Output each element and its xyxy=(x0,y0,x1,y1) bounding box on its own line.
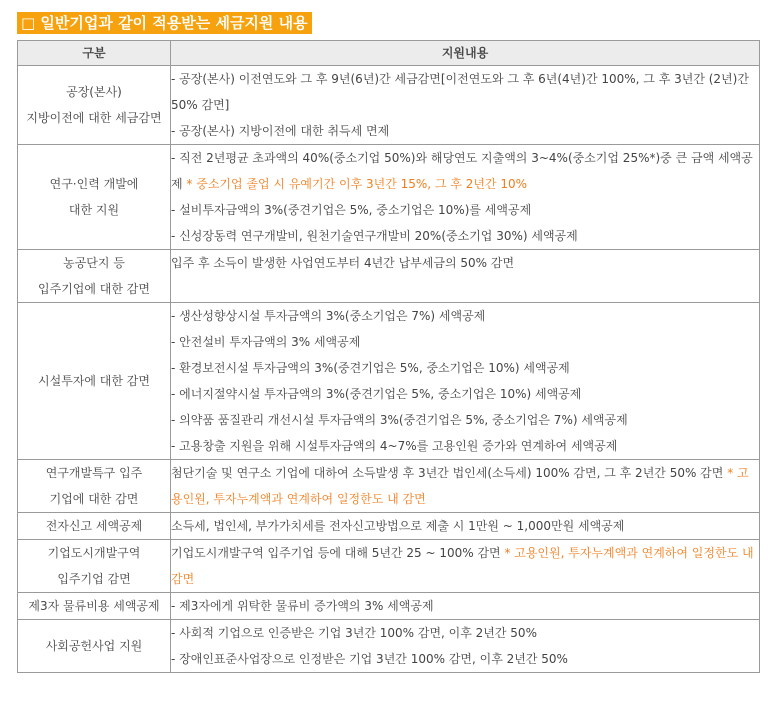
category-cell xyxy=(18,540,171,593)
support-item-text: - 공장(본사) 지방이전에 대한 취득세 면제 xyxy=(171,124,390,138)
table-header-row xyxy=(18,41,760,66)
tax-support-table xyxy=(17,40,760,673)
table-row xyxy=(18,540,760,593)
category-label: 사회공헌사업 지원 xyxy=(45,639,143,653)
support-item xyxy=(171,433,759,459)
support-item xyxy=(171,329,759,355)
category-label: 연구·인력 개발에 xyxy=(49,177,139,191)
support-content-cell xyxy=(171,593,760,620)
support-item-text: - 설비투자금액의 3%(중견기업은 5%, 중소기업은 10%)를 세액공제 xyxy=(171,203,532,217)
support-content-cell xyxy=(171,66,760,145)
support-item xyxy=(171,66,759,118)
support-item xyxy=(171,407,759,433)
category-cell xyxy=(18,460,171,513)
support-item xyxy=(171,381,759,407)
support-content-cell xyxy=(171,145,760,250)
support-item xyxy=(171,513,759,539)
table-body xyxy=(18,66,760,673)
category-cell xyxy=(18,250,171,303)
support-item xyxy=(171,460,759,512)
support-item-text: 기업도시개발구역 입주기업 등에 대해 5년간 25 ~ 100% 감면 xyxy=(171,546,505,560)
category-label: 제3자 물류비용 세액공제 xyxy=(28,599,160,613)
support-item-text: - 제3자에게 위탁한 물류비 증가액의 3% 세액공제 xyxy=(171,599,434,613)
support-item-text: - 환경보전시설 투자금액의 3%(중견기업은 5%, 중소기업은 10%) 세액공제 xyxy=(171,361,570,375)
support-item-text: - 직전 2년평균 초과액의 40%(중소기업 50%)와 해당연도 지출액의 3~4%(중소기업 25%*)중 큰 금액 세액공제 xyxy=(171,151,753,191)
header-category: 구분 xyxy=(18,41,171,66)
support-item xyxy=(171,197,759,223)
category-label: 지방이전에 대한 세금감면 xyxy=(26,111,162,125)
category-label: 기업도시개발구역 xyxy=(47,546,141,560)
support-content-cell xyxy=(171,460,760,513)
category-label: 입주기업 감면 xyxy=(57,572,131,586)
support-item xyxy=(171,118,759,144)
category-label: 시설투자에 대한 감면 xyxy=(38,374,150,388)
support-item-note: * 중소기업 졸업 시 유예기간 이후 3년간 15%, 그 후 2년간 10% xyxy=(186,177,528,191)
support-item xyxy=(171,540,759,592)
category-cell xyxy=(18,145,171,250)
header-support-content: 지원내용 xyxy=(171,41,760,66)
support-item xyxy=(171,620,759,646)
category-cell xyxy=(18,66,171,145)
support-item xyxy=(171,223,759,249)
support-item-text: 소득세, 법인세, 부가가치세를 전자신고방법으로 제출 시 1만원 ~ 1,000만원 세액공제 xyxy=(171,519,625,533)
support-item-text: - 에너지절약시설 투자금액의 3%(중견기업은 5%, 중소기업은 10%) 세액공제 xyxy=(171,387,582,401)
support-item xyxy=(171,145,759,197)
category-label: 연구개발특구 입주 xyxy=(45,466,143,480)
support-item xyxy=(171,593,759,619)
table-row xyxy=(18,250,760,303)
support-content-cell xyxy=(171,303,760,460)
table-row xyxy=(18,513,760,540)
table-row xyxy=(18,66,760,145)
support-content-cell xyxy=(171,250,760,303)
support-item-text: - 사회적 기업으로 인증받은 기업 3년간 100% 감면, 이후 2년간 50% xyxy=(171,626,537,640)
category-label: 기업에 대한 감면 xyxy=(49,492,139,506)
category-cell xyxy=(18,620,171,673)
table-row xyxy=(18,593,760,620)
support-item-text: - 공장(본사) 이전연도와 그 후 9년(6년)간 세금감면[이전연도와 그 후 6년(4년)간 100%, 그 후 3년간 (2년)간 50% 감면] xyxy=(171,72,749,112)
support-item xyxy=(171,646,759,672)
category-label: 농공단지 등 xyxy=(63,256,125,270)
category-cell xyxy=(18,303,171,460)
section-heading: □ 일반기업과 같이 적용받는 세금지원 내용 xyxy=(17,12,312,34)
support-item-text: - 고용창출 지원을 위해 시설투자금액의 4~7%를 고용인원 증가와 연계하여 세액공제 xyxy=(171,439,618,453)
support-item-note: * 고용인원, 투자누계액과 연계하여 일정한도 내 감면 xyxy=(171,546,754,586)
support-content-cell xyxy=(171,540,760,593)
category-label: 입주기업에 대한 감면 xyxy=(38,282,150,296)
table-row xyxy=(18,460,760,513)
table-row xyxy=(18,303,760,460)
support-item-text: - 안전설비 투자금액의 3% 세액공제 xyxy=(171,335,361,349)
support-item-text: - 장애인표준사업장으로 인정받은 기업 3년간 100% 감면, 이후 2년간 50% xyxy=(171,652,568,666)
category-label: 전자신고 세액공제 xyxy=(45,519,143,533)
support-item xyxy=(171,303,759,329)
category-cell xyxy=(18,513,171,540)
support-item xyxy=(171,250,759,276)
table-row xyxy=(18,620,760,673)
support-item xyxy=(171,355,759,381)
support-item-text: - 의약품 품질관리 개선시설 투자금액의 3%(중견기업은 5%, 중소기업은 7%) 세액공제 xyxy=(171,413,628,427)
category-label: 대한 지원 xyxy=(68,203,120,217)
support-item-text: - 신성장동력 연구개발비, 원천기술연구개발비 20%(중소기업 30%) 세액공제 xyxy=(171,229,578,243)
support-item-note: * 고용인원, 투자누계액과 연계하여 일정한도 내 감면 xyxy=(171,466,749,506)
support-item-text: 첨단기술 및 연구소 기업에 대하여 소득발생 후 3년간 법인세(소득세) 100% 감면, 그 후 2년간 50% 감면 xyxy=(171,466,728,480)
support-content-cell xyxy=(171,513,760,540)
support-item-text: - 생산성향상시설 투자금액의 3%(중소기업은 7%) 세액공제 xyxy=(171,309,486,323)
support-content-cell xyxy=(171,620,760,673)
category-cell xyxy=(18,593,171,620)
support-item-text: 입주 후 소득이 발생한 사업연도부터 4년간 납부세금의 50% 감면 xyxy=(171,256,515,270)
category-label: 공장(본사) xyxy=(66,85,122,99)
table-row xyxy=(18,145,760,250)
